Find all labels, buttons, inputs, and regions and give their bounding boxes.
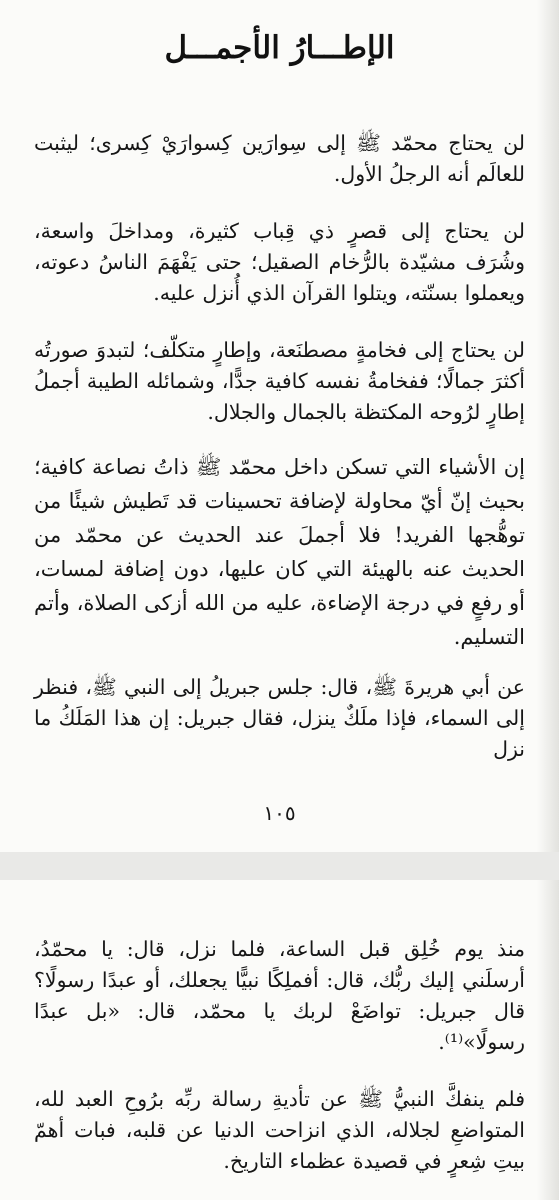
paragraph-continued: منذ يوم خُلِق قبل الساعة، فلما نزل، قال: يا محمّدُ، أرسلَني إليك ربُّك، قال: أفملِكًا نبيًّا يجعلك، أو عبدًا رسولًا؟ قال جبريل: تواضَعْ لربك يا محمّد، قال: «بل عبدًا رسولًا»⁽¹⁾. xyxy=(34,937,525,1054)
page-spine-shadow xyxy=(537,880,559,1200)
page-spine-shadow xyxy=(537,0,559,852)
paragraph-5: عن أبي هريرةَ ﷺ، قال: جلس جبريلُ إلى النبي ﷺ، فنظر إلى السماء، فإذا ملَكٌ ينزل، فقال جبريل: إن هذا المَلَكُ ما نزل xyxy=(34,675,525,761)
page-divider xyxy=(0,852,559,880)
paragraph-4: إن الأشياء التي تسكن داخل محمّد ﷺ ذاتُ نصاعة كافية؛ بحيث إنّ أيّ محاولة لإضافة تحسينات قد تَطيش شيئًا من توهُّجها الفريد! فلا أجملَ عند الحديث عن محمّد من الحديث عنه بالهيئة التي كان عليها، دون إضافة لمسات، أو رفعٍ في درجة الإضاءة، عليه من الله أزكى الصلاة، وأتم التسليم. xyxy=(34,455,525,649)
paragraph-1: لن يحتاج محمّد ﷺ إلى سِوارَين كِسوارَيْ كِسرى؛ ليثبت للعالَم أنه الرجلُ الأول. xyxy=(34,131,525,186)
paragraph-3: لن يحتاج إلى فخامةٍ مصطنَعة، وإطارٍ متكلّف؛ لتبدوَ صورتُه أكثرَ جمالًا؛ ففخامةُ نفسه كافية جدًّا، وشمائله الطيبة أجملُ إطارٍ لرُوحه المكتظة بالجمال والجلال. xyxy=(34,338,525,424)
paragraph-final: فلم ينفكَّ النبيُّ ﷺ عن تأديةِ رسالة ربِّه برُوحِ العبد لله، المتواضعِ لجلاله، الذي انزاحت الدنيا عن قلبه، فبات أهمّ بيتِ شِعرٍ في قصيدة عظماء التاريخ. xyxy=(34,1087,525,1173)
chapter-title: الإطـــارُ الأجمـــل xyxy=(164,30,395,66)
book-page-bottom xyxy=(0,880,559,1200)
page-number: ١٠٥ xyxy=(263,801,296,825)
paragraph-2: لن يحتاج إلى قصرٍ ذي قِباب كثيرة، ومداخلَ واسعة، وشُرَف مشيّدة بالرُّخام الصقيل؛ حتى يَفْهَمَ الناسُ دعوته، ويعملوا بسنّته، ويتلوا القرآن الذي أُنزل عليه. xyxy=(34,219,525,305)
